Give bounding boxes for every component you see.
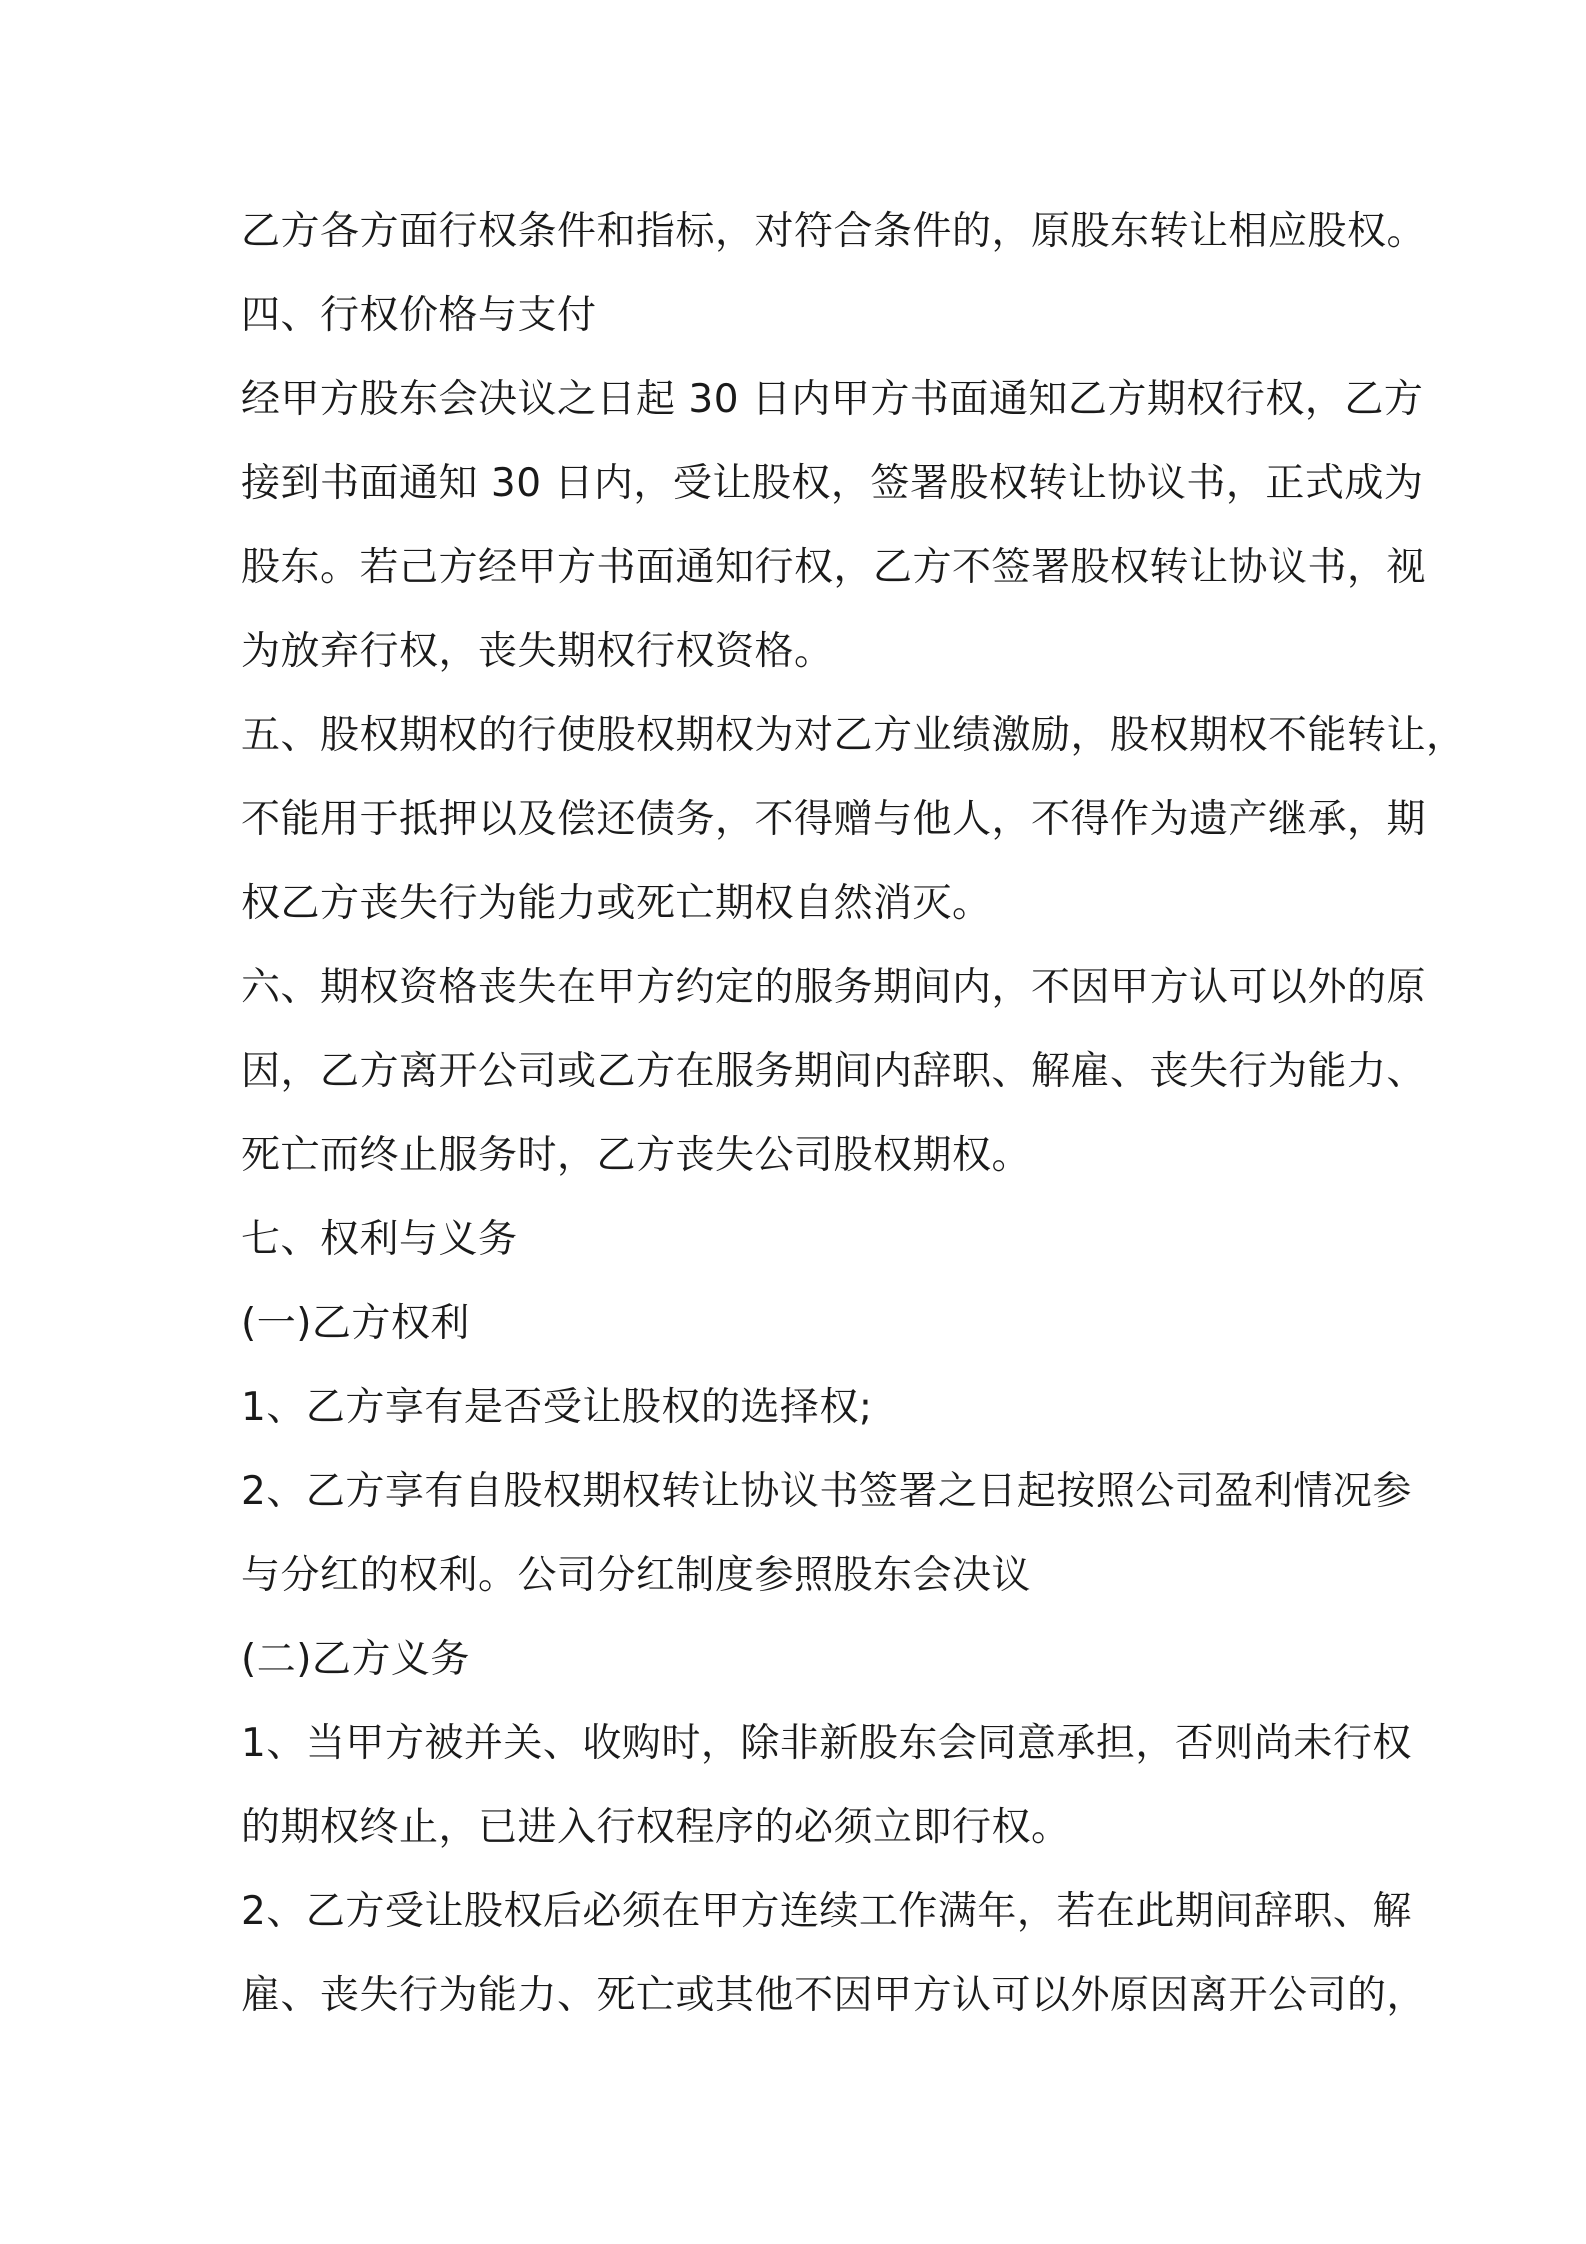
text-line: 乙方各方面行权条件和指标，对符合条件的，原股东转让相应股权。 bbox=[241, 209, 1427, 254]
list-item: 2、乙方享有自股权期权转让协议书签署之日起按照公司盈利情况参 bbox=[241, 1469, 1412, 1514]
list-item: 1、当甲方被并关、收购时，除非新股东会同意承担，否则尚未行权 bbox=[241, 1721, 1412, 1766]
text-line: 为放弃行权，丧失期权行权资格。 bbox=[241, 629, 834, 674]
list-item: 1、乙方享有是否受让股权的选择权; bbox=[241, 1385, 873, 1430]
subsection-heading: (二)乙方义务 bbox=[241, 1637, 470, 1682]
section-heading: 四、行权价格与支付 bbox=[241, 293, 597, 338]
text-line: 权乙方丧失行为能力或死亡期权自然消灭。 bbox=[241, 881, 992, 926]
list-item: 2、乙方受让股权后必须在甲方连续工作满年，若在此期间辞职、解 bbox=[241, 1889, 1412, 1934]
section-heading: 七、权利与义务 bbox=[241, 1217, 518, 1262]
text-line: 不能用于抵押以及偿还债务，不得赠与他人，不得作为遗产继承，期 bbox=[241, 797, 1427, 842]
text-line: 的期权终止，已进入行权程序的必须立即行权。 bbox=[241, 1805, 1071, 1850]
text-line: 死亡而终止服务时，乙方丧失公司股权期权。 bbox=[241, 1133, 1032, 1178]
text-line: 与分红的权利。公司分红制度参照股东会决议 bbox=[241, 1553, 1032, 1598]
text-line: 雇、丧失行为能力、死亡或其他不因甲方认可以外原因离开公司的， bbox=[241, 1973, 1427, 2018]
text-line: 六、期权资格丧失在甲方约定的服务期间内，不因甲方认可以外的原 bbox=[241, 965, 1427, 1010]
text-line: 经甲方股东会决议之日起 30 日内甲方书面通知乙方期权行权，乙方 bbox=[241, 377, 1424, 422]
subsection-heading: (一)乙方权利 bbox=[241, 1301, 470, 1346]
text-line: 接到书面通知 30 日内，受让股权，签署股权转让协议书，正式成为 bbox=[241, 461, 1424, 506]
text-line: 股东。若己方经甲方书面通知行权，乙方不签署股权转让协议书，视 bbox=[241, 545, 1427, 590]
document-body bbox=[241, 190, 1466, 2038]
text-line: 五、股权期权的行使股权期权为对乙方业绩激励，股权期权不能转让， bbox=[241, 713, 1466, 758]
text-line: 因，乙方离开公司或乙方在服务期间内辞职、解雇、丧失行为能力、 bbox=[241, 1049, 1427, 1094]
